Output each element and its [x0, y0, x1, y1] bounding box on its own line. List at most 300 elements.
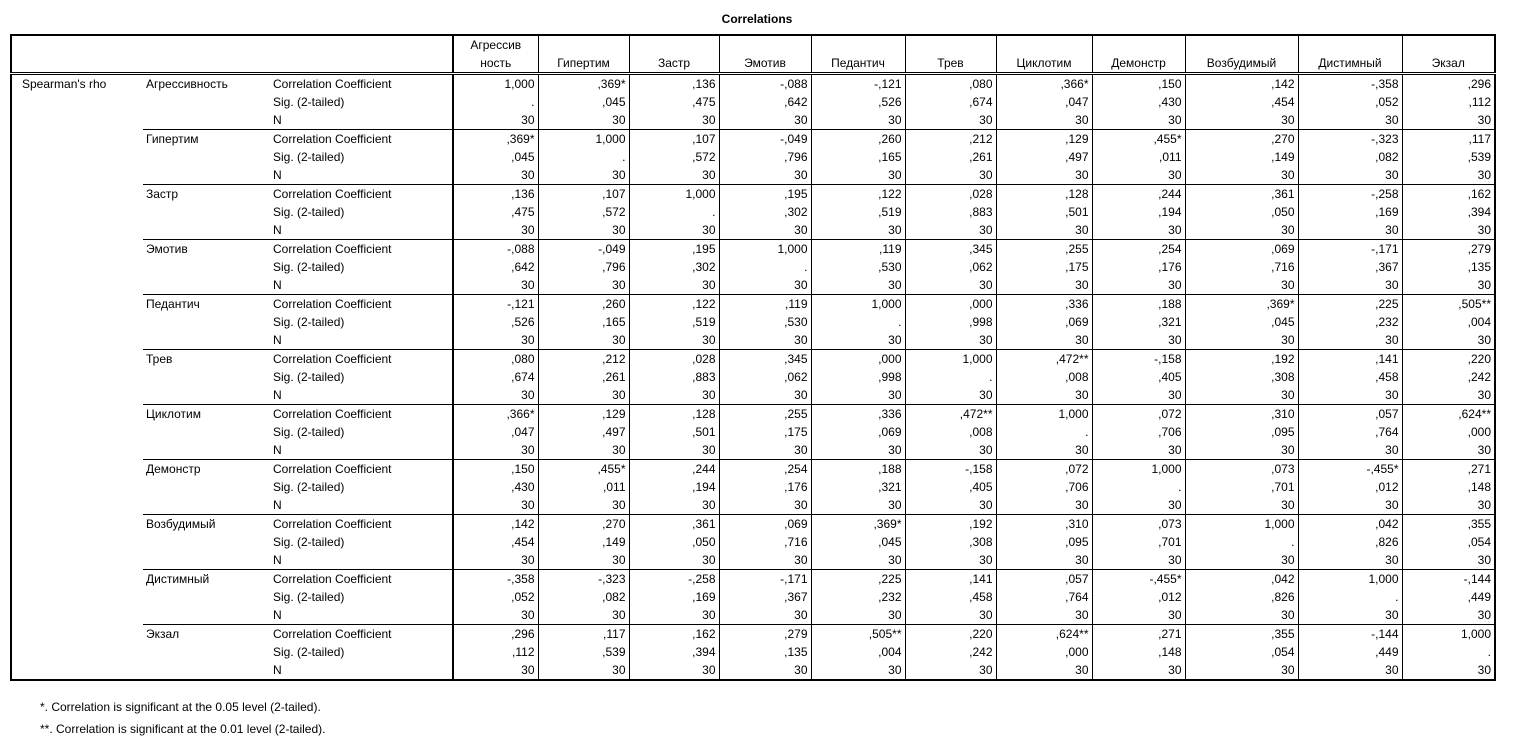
value-cell: ,000: [905, 295, 996, 314]
table-row: [11, 570, 1495, 589]
value-cell: 30: [1402, 606, 1495, 625]
header-row: [11, 35, 1495, 74]
group-cell: [11, 496, 143, 515]
statistic-label: Correlation Coefficient: [273, 77, 392, 91]
value-cell: ,254: [1092, 240, 1185, 259]
value-cell: 30: [1092, 221, 1185, 240]
statistic-label: N: [270, 276, 453, 295]
value-cell: ,136: [629, 74, 719, 94]
value-cell: ,129: [996, 130, 1092, 149]
value-cell: 30: [996, 496, 1092, 515]
value-cell: 30: [996, 276, 1092, 295]
value-cell: 30: [453, 441, 538, 460]
value-cell: ,062: [719, 368, 811, 386]
value-cell: ,998: [811, 368, 905, 386]
value-cell: ,012: [1298, 478, 1402, 496]
value-cell: .: [1298, 588, 1402, 606]
value-cell: 30: [538, 661, 629, 680]
column-header-line1: Застр: [657, 56, 691, 70]
value-cell: ,310: [996, 515, 1092, 534]
value-cell: 30: [453, 606, 538, 625]
value-cell: ,883: [905, 203, 996, 221]
value-cell: 30: [1402, 661, 1495, 680]
value-cell: ,624**: [1402, 405, 1495, 424]
value-cell: ,764: [996, 588, 1092, 606]
value-cell: ,141: [1298, 350, 1402, 369]
value-cell: ,169: [629, 588, 719, 606]
value-cell: ,475: [453, 203, 538, 221]
value-cell: ,119: [811, 240, 905, 259]
correlations-table: [10, 34, 1496, 681]
value-cell: ,195: [629, 240, 719, 259]
table-row: [11, 551, 1495, 570]
header-blank: [143, 35, 270, 74]
value-cell: ,530: [719, 313, 811, 331]
value-cell: ,572: [538, 203, 629, 221]
value-cell: ,242: [905, 643, 996, 661]
value-cell: ,000: [996, 643, 1092, 661]
value-cell: 30: [719, 606, 811, 625]
value-cell: ,194: [1092, 203, 1185, 221]
value-cell: ,497: [996, 148, 1092, 166]
row-variable-cell: [143, 93, 270, 111]
value-cell: ,336: [811, 405, 905, 424]
row-variable-label: Агрессивность: [146, 77, 228, 91]
value-cell: 30: [453, 661, 538, 680]
row-variable-cell: [143, 313, 270, 331]
table-row: [11, 148, 1495, 166]
group-cell: [11, 313, 143, 331]
column-header-line1: Эмотив: [744, 56, 786, 70]
table-row: [11, 441, 1495, 460]
row-variable-cell: [143, 221, 270, 240]
row-variable-cell: [143, 331, 270, 350]
value-cell: ,458: [1298, 368, 1402, 386]
value-cell: ,519: [629, 313, 719, 331]
value-cell: 30: [1092, 166, 1185, 185]
value-cell: 30: [1298, 551, 1402, 570]
table-row: [11, 331, 1495, 350]
value-cell: 30: [453, 551, 538, 570]
group-cell: [11, 148, 143, 166]
value-cell: ,195: [719, 185, 811, 204]
value-cell: 30: [1298, 331, 1402, 350]
value-cell: 30: [811, 386, 905, 405]
value-cell: 30: [811, 551, 905, 570]
value-cell: 30: [719, 221, 811, 240]
value-cell: 30: [811, 441, 905, 460]
value-cell: ,519: [811, 203, 905, 221]
value-cell: ,165: [811, 148, 905, 166]
value-cell: ,052: [1298, 93, 1402, 111]
statistic-label: Sig. (2-tailed): [273, 260, 345, 274]
column-header: [811, 35, 905, 74]
value-cell: 30: [1298, 221, 1402, 240]
value-cell: 30: [1185, 166, 1298, 185]
column-header: [996, 35, 1092, 74]
value-cell: 30: [1092, 386, 1185, 405]
value-cell: ,472**: [996, 350, 1092, 369]
value-cell: 30: [1298, 386, 1402, 405]
value-cell: 30: [996, 166, 1092, 185]
value-cell: ,117: [1402, 130, 1495, 149]
value-cell: ,394: [1402, 203, 1495, 221]
value-cell: 1,000: [453, 74, 538, 94]
row-variable-cell: [143, 258, 270, 276]
table-row: [11, 221, 1495, 240]
value-cell: ,045: [811, 533, 905, 551]
column-header: [719, 35, 811, 74]
table-row: [11, 185, 1495, 204]
group-cell: [11, 643, 143, 661]
value-cell: 30: [629, 661, 719, 680]
value-cell: ,454: [453, 533, 538, 551]
value-cell: ,366*: [453, 405, 538, 424]
value-cell: ,706: [1092, 423, 1185, 441]
value-cell: ,192: [905, 515, 996, 534]
value-cell: ,150: [453, 460, 538, 479]
value-cell: ,642: [719, 93, 811, 111]
value-cell: 30: [905, 606, 996, 625]
value-cell: ,028: [905, 185, 996, 204]
statistic-label: N: [270, 551, 453, 570]
value-cell: 30: [1185, 606, 1298, 625]
row-variable-label: Демонстр: [146, 462, 201, 476]
value-cell: ,069: [996, 313, 1092, 331]
value-cell: -,171: [719, 570, 811, 589]
value-cell: ,129: [538, 405, 629, 424]
value-cell: ,302: [629, 258, 719, 276]
value-cell: ,008: [996, 368, 1092, 386]
value-cell: 30: [719, 166, 811, 185]
value-cell: -,121: [811, 74, 905, 94]
value-cell: ,212: [538, 350, 629, 369]
group-label: Spearman's rho: [22, 77, 107, 91]
value-cell: 30: [1092, 276, 1185, 295]
table-row: [11, 276, 1495, 295]
value-cell: 30: [1185, 386, 1298, 405]
value-cell: ,279: [719, 625, 811, 644]
value-cell: ,175: [719, 423, 811, 441]
value-cell: -,323: [538, 570, 629, 589]
row-variable-label: Циклотим: [146, 407, 201, 421]
value-cell: 30: [996, 661, 1092, 680]
value-cell: ,194: [629, 478, 719, 496]
column-header: [1298, 35, 1402, 74]
column-header: [1092, 35, 1185, 74]
value-cell: ,175: [996, 258, 1092, 276]
group-cell: [11, 533, 143, 551]
column-header-line1: Агрессив: [470, 38, 522, 52]
group-cell: [11, 331, 143, 350]
value-cell: 30: [538, 496, 629, 515]
value-cell: ,072: [1092, 405, 1185, 424]
header-blank: [270, 35, 453, 74]
value-cell: 30: [1185, 441, 1298, 460]
statistic-label: Sig. (2-tailed): [273, 480, 345, 494]
value-cell: 30: [905, 331, 996, 350]
value-cell: 30: [1402, 496, 1495, 515]
value-cell: ,642: [453, 258, 538, 276]
value-cell: ,454: [1185, 93, 1298, 111]
row-variable-cell: [143, 661, 270, 680]
value-cell: 30: [905, 661, 996, 680]
value-cell: .: [453, 93, 538, 111]
header-blank: [11, 35, 143, 74]
value-cell: 30: [1092, 551, 1185, 570]
value-cell: .: [719, 258, 811, 276]
value-cell: ,296: [1402, 74, 1495, 94]
row-variable-cell: [143, 533, 270, 551]
value-cell: 30: [453, 331, 538, 350]
value-cell: ,475: [629, 93, 719, 111]
table-row: [11, 368, 1495, 386]
value-cell: 30: [811, 496, 905, 515]
statistic-label: Correlation Coefficient: [273, 407, 392, 421]
value-cell: ,069: [719, 515, 811, 534]
table-row: [11, 258, 1495, 276]
value-cell: ,142: [453, 515, 538, 534]
value-cell: ,254: [719, 460, 811, 479]
value-cell: -,121: [453, 295, 538, 314]
value-cell: 30: [905, 221, 996, 240]
value-cell: ,430: [1092, 93, 1185, 111]
value-cell: 30: [905, 111, 996, 130]
group-cell: [11, 350, 143, 369]
value-cell: ,004: [1402, 313, 1495, 331]
value-cell: ,367: [719, 588, 811, 606]
group-cell: [11, 551, 143, 570]
group-cell: [11, 276, 143, 295]
value-cell: ,369*: [1185, 295, 1298, 314]
value-cell: ,122: [629, 295, 719, 314]
value-cell: 30: [1402, 221, 1495, 240]
value-cell: ,080: [453, 350, 538, 369]
value-cell: 1,000: [811, 295, 905, 314]
statistic-label: Sig. (2-tailed): [273, 645, 345, 659]
statistic-label: Sig. (2-tailed): [273, 590, 345, 604]
table-row: [11, 478, 1495, 496]
value-cell: ,260: [811, 130, 905, 149]
table-row: [11, 625, 1495, 644]
value-cell: ,141: [905, 570, 996, 589]
value-cell: ,458: [905, 588, 996, 606]
value-cell: 30: [538, 551, 629, 570]
value-cell: 30: [811, 606, 905, 625]
statistic-label: N: [270, 661, 453, 680]
value-cell: .: [538, 148, 629, 166]
value-cell: ,232: [1298, 313, 1402, 331]
value-cell: ,883: [629, 368, 719, 386]
group-cell: [11, 515, 143, 534]
footnotes: [40, 696, 325, 740]
group-cell: [11, 258, 143, 276]
value-cell: ,112: [453, 643, 538, 661]
value-cell: ,405: [905, 478, 996, 496]
value-cell: 30: [453, 111, 538, 130]
value-cell: ,796: [719, 148, 811, 166]
value-cell: ,526: [453, 313, 538, 331]
value-cell: 30: [1402, 441, 1495, 460]
value-cell: ,082: [538, 588, 629, 606]
value-cell: ,355: [1402, 515, 1495, 534]
value-cell: -,455*: [1092, 570, 1185, 589]
table-row: [11, 386, 1495, 405]
value-cell: -,049: [719, 130, 811, 149]
row-variable-cell: [143, 643, 270, 661]
value-cell: ,073: [1092, 515, 1185, 534]
value-cell: ,302: [719, 203, 811, 221]
value-cell: ,701: [1092, 533, 1185, 551]
value-cell: 30: [719, 661, 811, 680]
value-cell: 1,000: [996, 405, 1092, 424]
statistic-label: Correlation Coefficient: [273, 462, 392, 476]
value-cell: 30: [629, 111, 719, 130]
value-cell: 30: [538, 331, 629, 350]
value-cell: ,119: [719, 295, 811, 314]
value-cell: ,826: [1298, 533, 1402, 551]
value-cell: ,430: [453, 478, 538, 496]
row-variable-cell: [143, 148, 270, 166]
value-cell: -,323: [1298, 130, 1402, 149]
group-cell: [11, 185, 143, 204]
row-variable-cell: [143, 551, 270, 570]
value-cell: 30: [996, 111, 1092, 130]
value-cell: ,045: [1185, 313, 1298, 331]
statistic-label: Sig. (2-tailed): [273, 315, 345, 329]
footnote-significance-05: *. Correlation is significant at the 0.05 level (2-tailed).: [40, 700, 321, 714]
row-variable-cell: [143, 496, 270, 515]
value-cell: ,361: [1185, 185, 1298, 204]
value-cell: 30: [1092, 496, 1185, 515]
column-header: [1185, 35, 1298, 74]
value-cell: ,212: [905, 130, 996, 149]
value-cell: ,355: [1185, 625, 1298, 644]
value-cell: 30: [629, 496, 719, 515]
group-cell: [11, 625, 143, 644]
value-cell: 1,000: [629, 185, 719, 204]
value-cell: -,171: [1298, 240, 1402, 259]
group-cell: [11, 166, 143, 185]
row-variable-cell: [143, 166, 270, 185]
value-cell: ,271: [1092, 625, 1185, 644]
value-cell: 30: [629, 551, 719, 570]
statistic-label: Correlation Coefficient: [273, 187, 392, 201]
value-cell: ,572: [629, 148, 719, 166]
row-variable-cell: [143, 203, 270, 221]
table-row: [11, 111, 1495, 130]
value-cell: ,162: [629, 625, 719, 644]
value-cell: ,000: [811, 350, 905, 369]
value-cell: ,011: [538, 478, 629, 496]
statistic-label: Sig. (2-tailed): [273, 150, 345, 164]
group-cell: [11, 588, 143, 606]
value-cell: ,225: [811, 570, 905, 589]
statistic-label: Sig. (2-tailed): [273, 535, 345, 549]
row-variable-label: Застр: [146, 187, 179, 201]
value-cell: ,050: [629, 533, 719, 551]
value-cell: ,008: [905, 423, 996, 441]
value-cell: 30: [538, 441, 629, 460]
value-cell: 1,000: [1402, 625, 1495, 644]
value-cell: 30: [905, 276, 996, 295]
row-variable-label: Эмотив: [146, 242, 188, 256]
value-cell: 30: [629, 276, 719, 295]
table-row: [11, 588, 1495, 606]
table-title: Correlations: [721, 12, 793, 26]
value-cell: 30: [1185, 496, 1298, 515]
column-header: [905, 35, 996, 74]
value-cell: ,042: [1298, 515, 1402, 534]
statistic-label: Sig. (2-tailed): [273, 425, 345, 439]
value-cell: ,530: [811, 258, 905, 276]
value-cell: 30: [538, 606, 629, 625]
value-cell: 30: [538, 276, 629, 295]
value-cell: 1,000: [719, 240, 811, 259]
value-cell: ,308: [1185, 368, 1298, 386]
value-cell: ,162: [1402, 185, 1495, 204]
group-cell: [11, 295, 143, 314]
value-cell: 30: [719, 496, 811, 515]
value-cell: 30: [996, 221, 1092, 240]
value-cell: ,012: [1092, 588, 1185, 606]
value-cell: 30: [996, 441, 1092, 460]
value-cell: ,449: [1402, 588, 1495, 606]
value-cell: ,095: [1185, 423, 1298, 441]
value-cell: ,054: [1402, 533, 1495, 551]
value-cell: ,505**: [811, 625, 905, 644]
value-cell: 30: [629, 166, 719, 185]
value-cell: 30: [996, 606, 1092, 625]
value-cell: ,361: [629, 515, 719, 534]
statistic-label: N: [270, 496, 453, 515]
value-cell: .: [996, 423, 1092, 441]
value-cell: 30: [1402, 111, 1495, 130]
row-variable-cell: [143, 368, 270, 386]
statistic-label: N: [270, 386, 453, 405]
value-cell: ,764: [1298, 423, 1402, 441]
value-cell: -,088: [453, 240, 538, 259]
table-row: [11, 533, 1495, 551]
value-cell: 30: [811, 221, 905, 240]
value-cell: -,358: [453, 570, 538, 589]
statistic-label: N: [270, 606, 453, 625]
value-cell: ,310: [1185, 405, 1298, 424]
value-cell: 1,000: [1298, 570, 1402, 589]
value-cell: ,062: [905, 258, 996, 276]
value-cell: ,072: [996, 460, 1092, 479]
value-cell: ,050: [1185, 203, 1298, 221]
value-cell: ,052: [453, 588, 538, 606]
value-cell: 30: [996, 331, 1092, 350]
column-header: [1402, 35, 1495, 74]
value-cell: ,369*: [811, 515, 905, 534]
value-cell: ,225: [1298, 295, 1402, 314]
value-cell: ,011: [1092, 148, 1185, 166]
row-variable-label: Педантич: [146, 297, 200, 311]
value-cell: ,505**: [1402, 295, 1495, 314]
statistic-label: Sig. (2-tailed): [273, 205, 345, 219]
value-cell: ,069: [1185, 240, 1298, 259]
value-cell: ,624**: [996, 625, 1092, 644]
value-cell: 30: [538, 111, 629, 130]
value-cell: ,526: [811, 93, 905, 111]
group-cell: [11, 441, 143, 460]
value-cell: ,107: [629, 130, 719, 149]
value-cell: 30: [719, 441, 811, 460]
column-header-line1: Педантич: [831, 56, 885, 70]
value-cell: -,144: [1402, 570, 1495, 589]
